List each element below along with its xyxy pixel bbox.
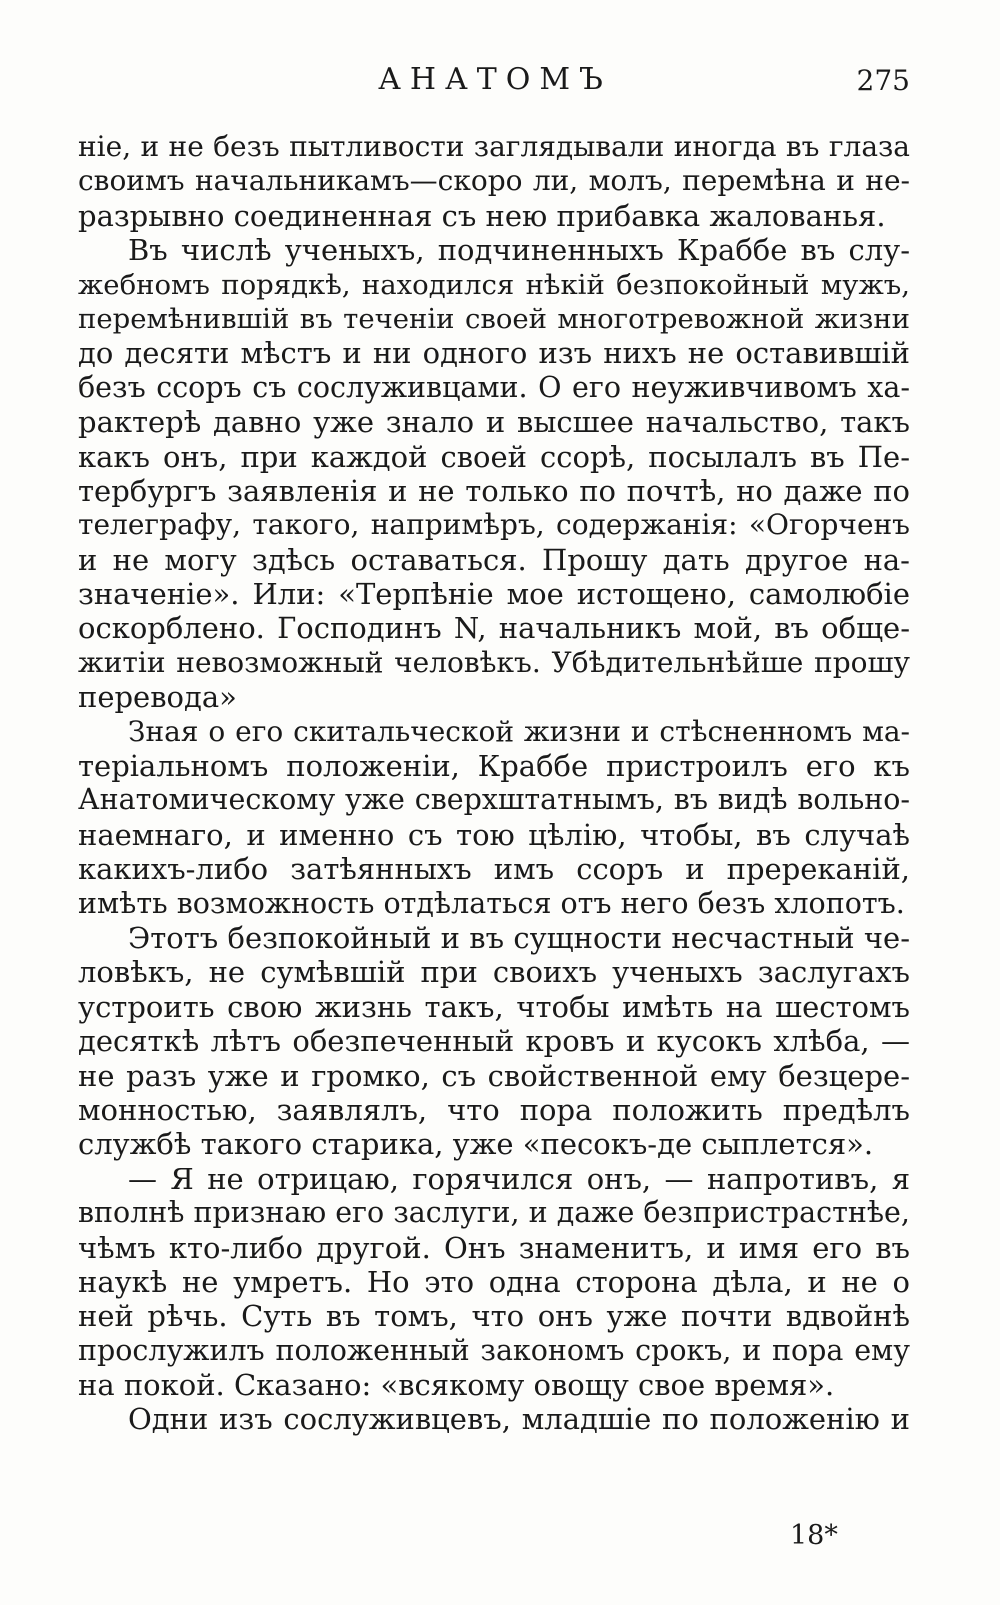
signature-mark: 18* [790,1520,838,1551]
text-line: безъ ссоръ съ сослуживцами. О его неуживчивомъ ха- [78,370,910,404]
text-line: вполнѣ признаю его заслуги, и даже безпристрастнѣе, [78,1196,910,1230]
text-line: наукѣ не умретъ. Но это одна сторона дѣла, и не о [78,1264,910,1299]
text-line: ней рѣчь. Суть въ томъ, что онъ уже почти вдвойнѣ [78,1299,910,1334]
text-line: Одни изъ сослуживцевъ, младшіе по положенію и [128,1402,910,1437]
text-line: ловѣкъ, не сумѣвшій при своихъ ученыхъ заслугахъ [78,955,910,990]
text-line: какъ онъ, при каждой своей ссорѣ, посылалъ въ Пе- [78,439,910,474]
text-line: разрывно соединенная съ нею прибавка жалованья. [78,198,886,233]
text-line: тербургъ заявленія и не только по почтѣ, но даже по [78,473,910,508]
text-line: десяткѣ лѣтъ обезпеченный кровъ и кусокъ хлѣба, — [78,1024,910,1059]
running-title: АНАТОМЪ [378,62,612,97]
text-line: рактерѣ давно уже знало и высшее начальство, такъ [78,405,910,440]
text-line: службѣ такого старика, уже «песокъ-де сыплется». [78,1127,874,1162]
text-line: наемнаго, и именно съ тою цѣлію, чтобы, въ случаѣ [78,817,910,852]
text-line: ніе, и не безъ пытливости заглядывали иногда въ глаза [78,130,910,163]
page-header [80,62,910,102]
text-line: Въ числѣ ученыхъ, подчиненныхъ Краббе въ слу- [128,233,910,268]
text-line: не разъ уже и громко, съ свойственной ему безцере- [78,1058,910,1093]
text-line: Этотъ безпокойный и въ сущности несчастный че- [128,920,910,955]
text-line: Анатомическому уже сверхштатнымъ, въ видѣ вольно- [78,783,910,817]
text-line: — Я не отрицаю, горячился онъ, — напротивъ, я [128,1161,910,1196]
text-line: до десяти мѣстъ и ни одного изъ нихъ не оставившій [78,336,910,371]
text-line: жебномъ порядкѣ, находился нѣкій безпокойный мужъ, [78,268,910,301]
text-line: и не могу здѣсь оставаться. Прошу дать другое на- [78,542,910,577]
text-line: теріальномъ положеніи, Краббе пристроилъ его къ [78,749,910,784]
text-line: житіи невозможный человѣкъ. Убѣдительнѣйше прошу [78,645,910,679]
text-line: чѣмъ кто-либо другой. Онъ знаменитъ, и имя его въ [78,1230,910,1265]
text-line: значеніе». Или: «Терпѣніе мое истощено, самолюбіе [78,577,910,612]
text-line: какихъ-либо затѣянныхъ имъ ссоръ и пререканій, [78,852,910,887]
text-line: имѣть возможность отдѣлаться отъ него безъ хлопотъ. [78,886,905,920]
body-text [78,130,910,1437]
text-line: прослужилъ положенный закономъ срокъ, и пора ему [78,1333,910,1367]
text-line: перемѣнившій въ теченіи своей многотревожной жизни [78,302,910,335]
text-line: перевода» [78,680,237,715]
text-line: своимъ начальникамъ—скоро ли, молъ, перемѣна и не- [78,164,910,198]
page-number: 275 [856,64,910,97]
text-line: телеграфу, такого, напримѣръ, содержанія: «Огорченъ [78,508,910,542]
text-line: на покой. Сказано: «всякому овощу свое время». [78,1368,835,1403]
text-line: устроить свою жизнь такъ, чтобы имѣть на шестомъ [78,989,910,1024]
text-line: оскорблено. Господинъ N, начальникъ мой, въ обще- [78,611,910,646]
text-line: монностью, заявлялъ, что пора положить предѣлъ [78,1092,910,1127]
text-line: Зная о его скитальческой жизни и стѣсненномъ ма- [128,714,910,748]
